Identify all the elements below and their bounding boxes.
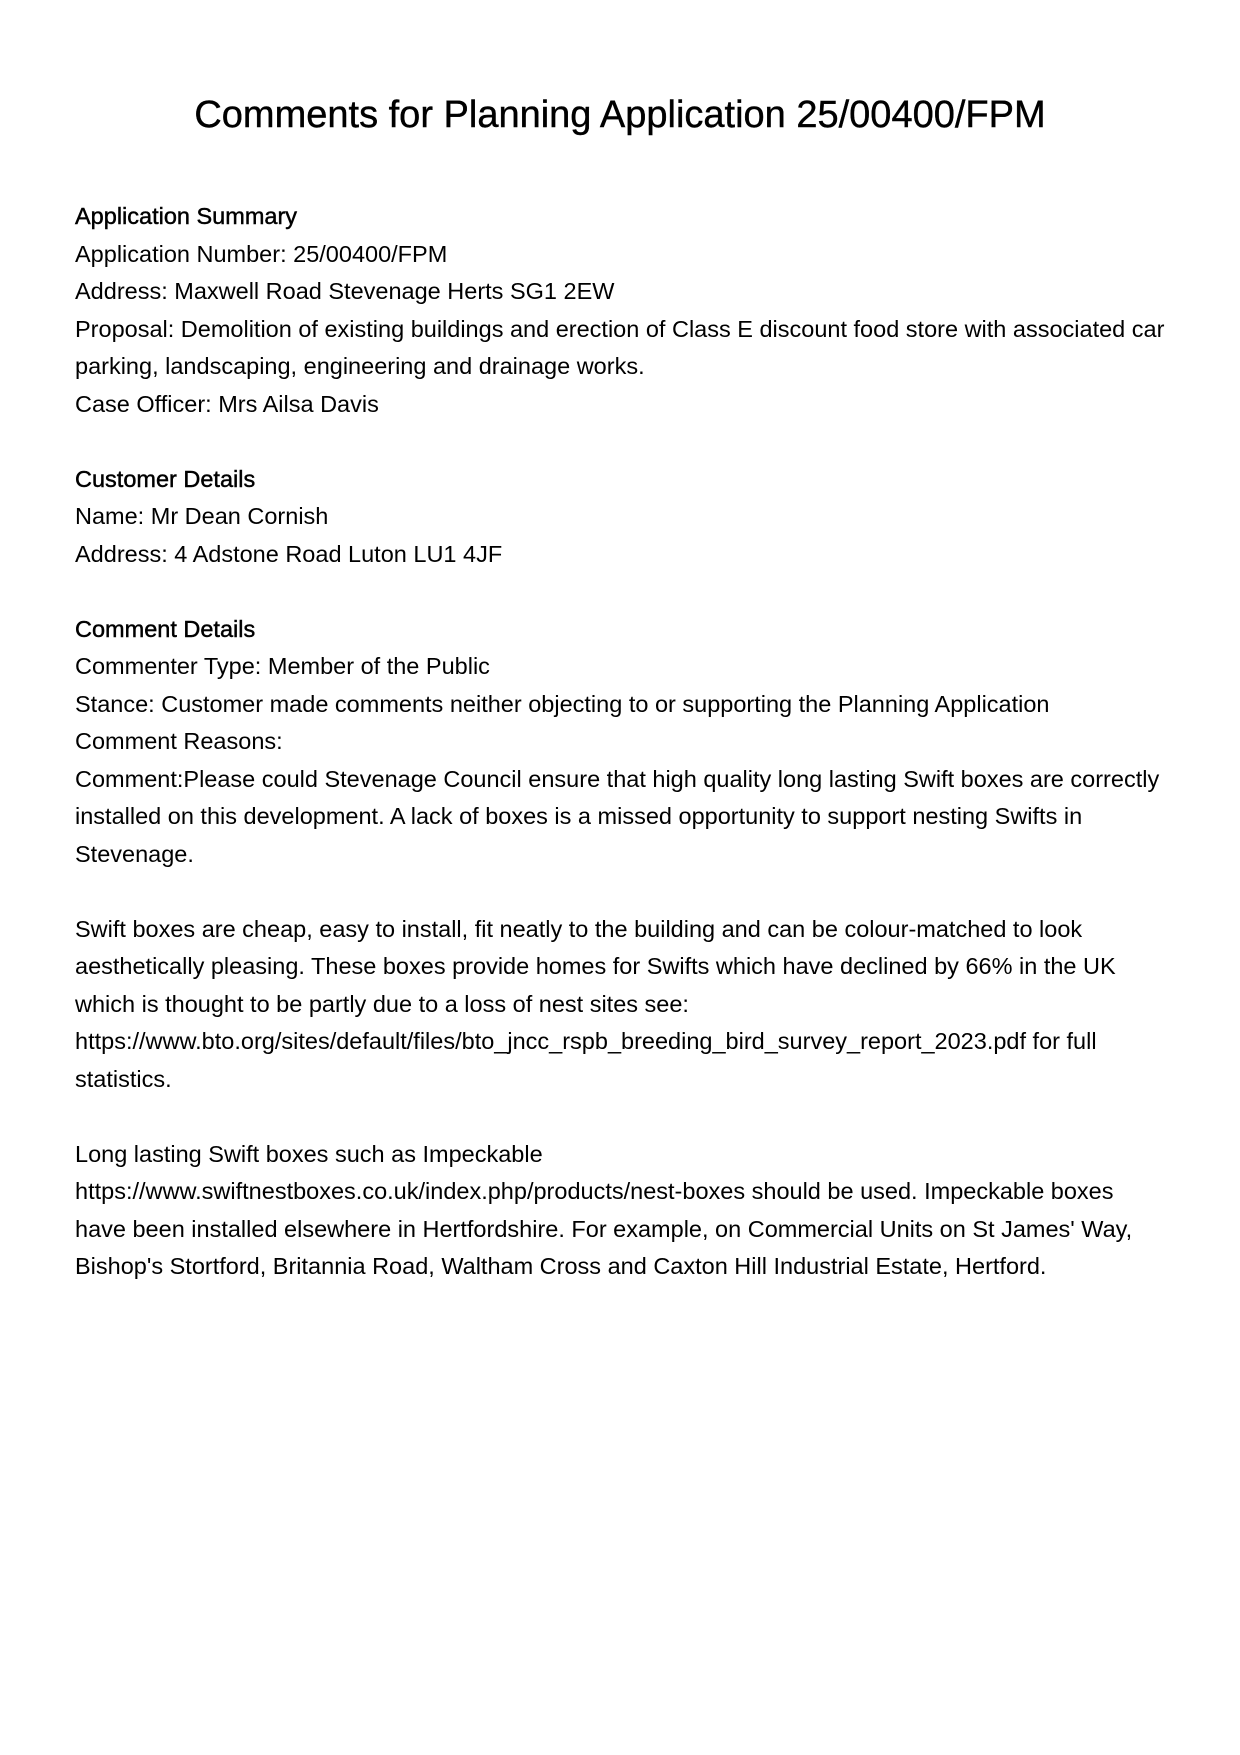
application-address: Address: Maxwell Road Stevenage Herts SG1 2EW [75,278,615,304]
comment-paragraph-3 [75,1136,1170,1286]
comment-details-heading: Comment Details [75,615,256,642]
comment-paragraph-2-text: Swift boxes are cheap, easy to install, fit neatly to the building and can be colour-matched to look aesthetically pleasing. These boxes provide homes for Swifts which have declined by 66% in the UK which is thought to be partly due to a loss of nest sites see: [75,915,1123,1017]
comment-paragraph-1: Comment:Please could Stevenage Council ensure that high quality long lasting Swift boxes are correctly installed on this development. A lack of boxes is a missed opportunity to support nesting Swifts in Stevenage. [75,765,1166,867]
document-body [75,198,1170,1323]
customer-details-section [75,461,1170,574]
commenter-type: Commenter Type: Member of the Public [75,653,490,679]
customer-name: Name: Mr Dean Cornish [75,503,329,529]
comment-paragraph-3-link: https://www.swiftnestboxes.co.uk/index.php/products/nest-boxes should be used. Impeckable boxes have been installed elsewhere in Hertfordshire. For example, on Commercial Units on St James' Way, Bishop's Stortford, Britannia Road, Waltham Cross and Caxton Hill Industrial Estate, Hertford. [75,1178,1139,1279]
comment-details-section [75,611,1170,1286]
comment-stance: Stance: Customer made comments neither objecting to or supporting the Planning Application [75,690,1050,717]
application-summary-section [75,198,1170,423]
page-title: Comments for Planning Application 25/00400/FPM [194,94,1046,136]
customer-details-heading: Customer Details [75,465,256,492]
application-summary-heading: Application Summary [75,203,298,229]
comment-paragraph-2-link: https://www.bto.org/sites/default/files/bto_jncc_rspb_breeding_bird_survey_report_2023.pdf for full statistics. [75,1028,1104,1092]
comment-paragraph-3-text: Long lasting Swift boxes such as Impeckable [75,1140,543,1167]
application-number: Application Number: 25/00400/FPM [75,240,448,267]
case-officer: Case Officer: Mrs Ailsa Davis [75,390,379,417]
customer-address: Address: 4 Adstone Road Luton LU1 4JF [75,540,503,567]
comment-reasons: Comment Reasons: [75,728,283,754]
comment-paragraph-2 [75,911,1170,1099]
application-proposal: Proposal: Demolition of existing buildings and erection of Class E discount food store with associated car parking, landscaping, engineering and drainage works. [75,315,1165,379]
